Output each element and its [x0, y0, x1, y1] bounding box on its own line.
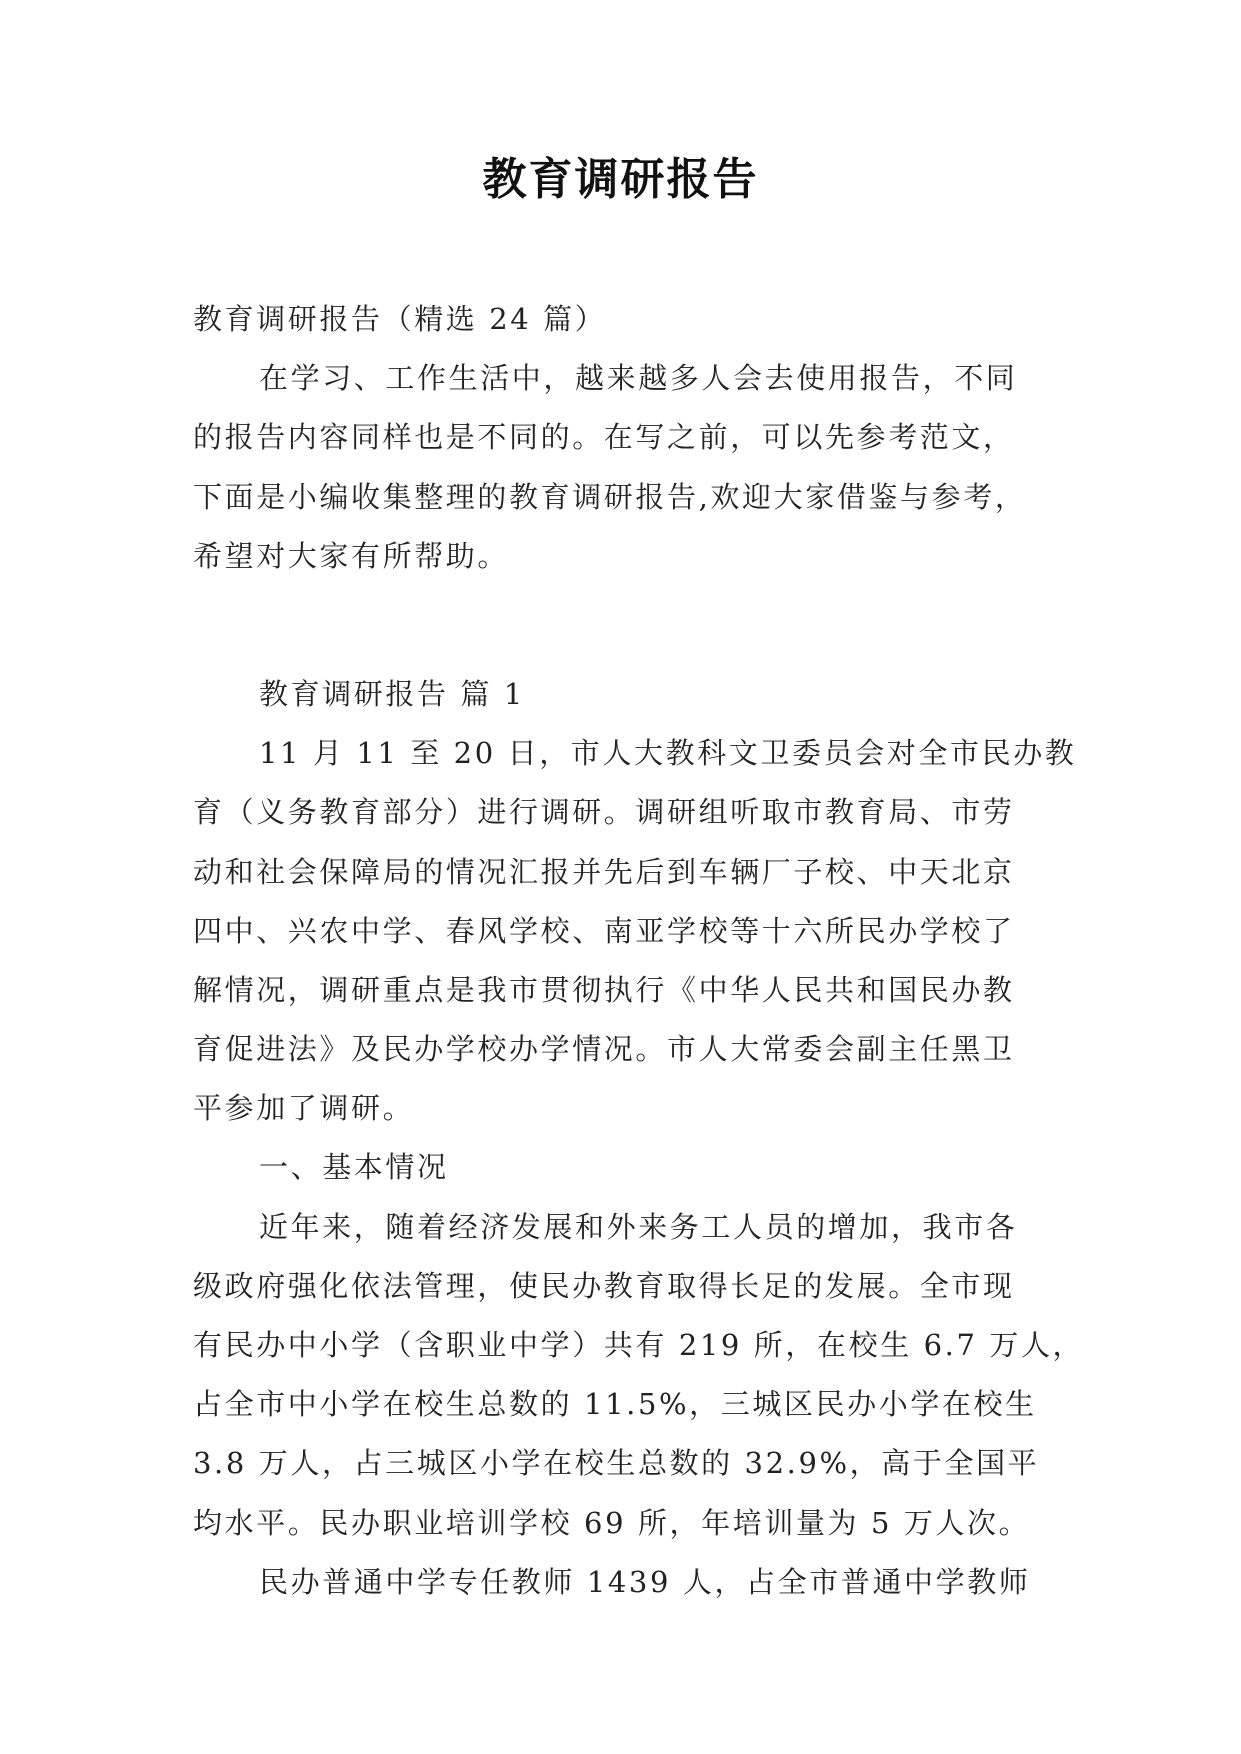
section-heading: 教育调研报告 篇 1 — [259, 676, 525, 711]
text-line: 有民办中小学（含职业中学）共有 219 所，在校生 6.7 万人， — [193, 1328, 1085, 1362]
text-line: 希望对大家有所帮助。 — [193, 538, 510, 573]
subsection-heading: 一、基本情况 — [259, 1150, 449, 1185]
text-line: 下面是小编收集整理的教育调研报告,欢迎大家借鉴与参考， — [193, 479, 1027, 514]
document-title: 教育调研报告 — [482, 154, 759, 205]
text-line: 级政府强化依法管理，使民办教育取得长足的发展。全市现 — [193, 1268, 1015, 1303]
text-line: 占全市中小学在校生总数的 11.5%，三城区民办小学在校生 — [193, 1387, 1037, 1422]
text-line: 11 月 11 至 20 日，市人大教科文卫委员会对全市民办教 — [259, 736, 1077, 771]
text-line: 均水平。民办职业培训学校 69 所，年培训量为 5 万人次。 — [193, 1505, 1031, 1540]
text-line: 动和社会保障局的情况汇报并先后到车辆厂子校、中天北京 — [193, 854, 1015, 889]
document-body — [193, 290, 1085, 1612]
text-line: 在学习、工作生活中，越来越多人会去使用报告，不同 — [259, 361, 1018, 396]
text-line: 解情况，调研重点是我市贯彻执行《中华人民共和国民办教 — [193, 972, 1015, 1007]
text-line: 的报告内容同样也是不同的。在写之前，可以先参考范文， — [193, 420, 1015, 455]
text-line: 育促进法》及民办学校办学情况。市人大常委会副主任黑卫 — [193, 1032, 1015, 1067]
paragraph-gap — [193, 586, 1058, 665]
text-line: 平参加了调研。 — [193, 1091, 415, 1126]
text-line: 民办普通中学专任教师 1439 人，占全市普通中学教师 — [259, 1564, 1031, 1599]
text-line: 育（义务教育部分）进行调研。调研组听取市教育局、市劳 — [193, 795, 1015, 830]
text-line: 3.8 万人，占三城区小学在校生总数的 32.9%，高于全国平 — [193, 1446, 1040, 1481]
text-line: 四中、兴农中学、春风学校、南亚学校等十六所民办学校了 — [193, 913, 1015, 948]
text-line: 教育调研报告（精选 24 篇） — [193, 302, 607, 336]
text-line: 近年来，随着经济发展和外来务工人员的增加，我市各 — [259, 1209, 1018, 1244]
